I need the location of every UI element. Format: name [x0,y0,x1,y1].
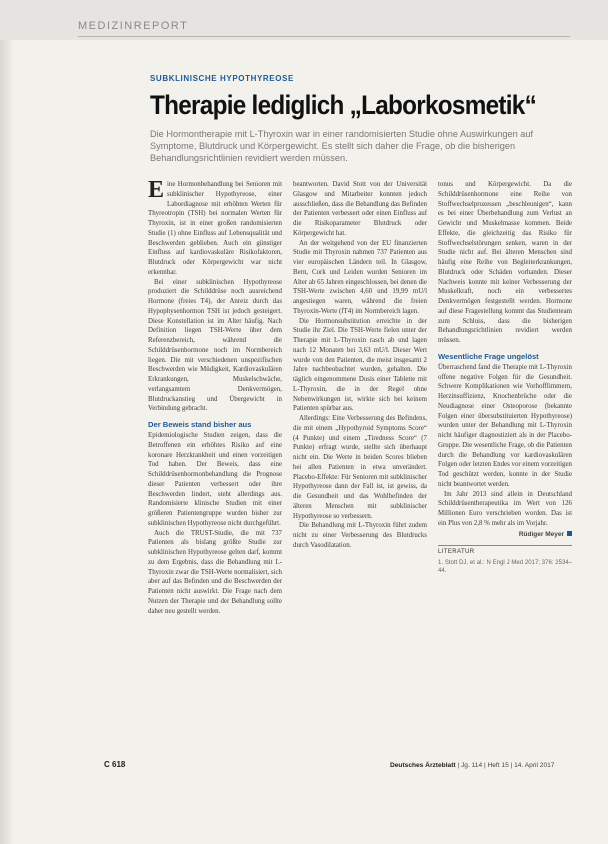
paragraph: beantworten. David Stott von der Universität Glasgow und Mitarbeiter konnten jedoch ausschließen, dass die Behandlung das Befinden der Patienten verbessert oder einen Einfluss auf die Risikoparameter Blutdruck oder Körpergewicht hat. [293,181,427,237]
column-2 [293,180,427,750]
paragraph: Auch die TRUST-Studie, die mit 737 Patienten als bislang größte Studie zur subklinischen Hypothyreose gelten darf, kommt zu dem Ergebnis, dass die Behandlung mit L-Thyroxin zwar die TSH-Werte normalisiert, sich aber auf das Befinden und die Beschwerden der Patienten nicht auswirkt. Die Frage nach dem Nutzen der Therapie und der Behandlung sollte daher neu gestellt werden. [148,529,282,615]
paragraph: Die Behandlung mit L-Thyroxin führt zudem nicht zu einer Verbesserung des Blutdrucks durch Vasodilatation. [293,522,427,549]
paragraph: tonus und Körpergewicht. Da die Schilddrüsenhormone eine Reihe von Stoffwechselprozessen „beschleunigen“, kann es bei einer Überbehandlung zum Verlust an Gewicht und Muskelmasse kommen. Beide Effekte, die gleichzeitig das Risiko für Stoffwechselstörungen senken, waren in der Studie nicht auf. Bei älteren Menschen sind häufig eine Reihe von Begleiterkrankungen, Blutdruck oder Schäden vorhanden. Dieser Nachweis konnte mit keiner Verbesserung der Muskelkraft, noch ein verbessertes Denkvermögen festgestellt werden. Hormone auf diese Fragestellung kommt das Studienteam zum Schluss, dass die bisherigen Behandlungsrichtlinien revidiert werden müssen. [438,181,572,344]
page-number: C 618 [104,760,126,769]
article-title: Therapie lediglich „Laborkosmetik“ [150,90,537,120]
article-body [148,180,572,750]
paragraph: Überraschend fand die Therapie mit L-Thyroxin offene negative Folgen für die Gesundheit. Schwere Komplikationen wie Vorhofflimmern, Herzinsuffizienz, Knochenbrüche oder die Neudiagnose einer Osteoporose (bekannte Folgen einer übersubstituierten Hypothyreose) wurden unter der Behandlung mit L-Thyroxin nicht häufiger diagnostiziert als in der Placebo-Gruppe. Die wesentliche Frage, ob die Patienten durch die Behandlung vor kardiovaskulären Folgen oder letzten Endes vor einem vorzeitigen Tod geschützt werden, konnte in der Studie nicht beantwortet werden. [438,363,572,488]
scan-edge-shadow [0,0,14,844]
literature-heading: LITERATUR [438,549,475,556]
paragraph: An der weitgehend von der EU finanzierten Studie mit Thyroxin nahmen 737 Patienten aus vier europäischen Ländern teil. In Glasgow, Bern, Cork und Leiden wurden Senioren im Alter ab 65 Jahren eingeschlossen, bei denen die TSH-Werte zwischen 4,60 und 19,99 mU/l angestiegen waren, während die freien Thyroxin-Werte (fT4) im Normbereich lagen. [293,239,427,315]
journal-name: Deutsches Ärzteblatt [390,762,456,769]
paragraph: Die Hormonsubstitution erreichte in der Studie ihr Ziel. Die TSH-Werte fielen unter der Therapie mit L-Thyroxin rasch ab und lagen nach 12 Monaten bei 3,63 mU/l. Dieser Wert wurde von den Patienten, die meist insgesamt 2 Jahre nachbeobachtet wurden, gehalten. Die täglich eingenommene Dosis einer Tablette mit L-Thyroxin, die in der Regel ohne Nebenwirkungen ist, wirkte sich bei keinem Patienten spürbar aus. [293,317,427,413]
header-divider [78,36,570,37]
paragraph: Bei einer subklinischen Hypothyreose produziert die Schilddrüse noch ausreichend Hormone (freies T4), der Anreiz durch das Hypophysenhormon TSH ist jedoch gesteigert. Diese Konstellation ist im Alter häufig. Nach Definition liegen TSH-Werte über dem Referenzbereich, während die Schilddrüsenhormone noch im Normbereich liegen. Die mit verschiedenen unspezifischen Beschwerden wie Müdigkeit, Kardiovaskulären Erkrankungen, Muskelschwäche, verlangsamtem Denkvermögen, Blutdruckanstieg und Übergewicht in Verbindung gebracht. [148,278,282,413]
paragraph-text: ine Hormonbehandlung bei Senioren mit subklinischer Hypothyreose, einer Labordiagnose mit erhöhten Werten für Thyreotropin (TSH) bei normalen Werten für Thyroxin, ist in einer großen randomisierten Studie (1) ohne Einfluss auf Lebensqualität und Beschwerden geblieben. Auch ein günstiger Einfluss auf kardiovaskuläre Risikofaktoren, Blutdruck oder Körpergewicht war nicht erkennbar. [148,181,282,276]
journal-footer [390,762,554,769]
subheading: Der Beweis stand bisher aus [148,420,252,429]
paragraph: Allerdings: Eine Verbesserung des Befindens, die mit einem „Hypothyroid Symptoms Score“ (4 Punkte) und einem „Tiredness Score“ (7 Punkte) erfragt wurde, stellte sich überhaupt nicht ein. Die Werte in beiden Scores blieben bei allen Patienten in etwa unverändert. Placebo-Effekte: Für Senioren mit subklinischer Hypothyreose dann der Fall ist, ist gewiss, da die Gesundheit und das Wohlbefinden der älteren Menschen mit subklinischer Hypothyreose so verbessern. [293,415,427,520]
paragraph [148,180,282,278]
drop-cap: E [148,180,165,203]
author-name: Rüdiger Meyer [518,530,564,538]
literature-divider [438,545,572,546]
article-kicker: SUBKLINISCHE HYPOTHYREOSE [150,74,294,83]
column-1 [148,180,282,750]
literature-item: 1. Stott DJ, et al.: N Engl J Med 2017; 376: 2534–44. [438,560,572,574]
author-signature [438,530,572,540]
subheading: Wesentliche Frage ungelöst [438,351,539,361]
paragraph: Epidemiologische Studien zeigen, dass die Betroffenen ein erhöhtes Risiko auf eine koronare Herzkrankheit und einen vorzeitigen Tod haben. Der Beweis, dass eine Schilddrüsenhormonbehandlung die Prognose dieser Patienten verbessert oder ihre Beschwerden lindert, steht allerdings aus. Randomisierte klinische Studien mit einer größeren Patientengruppe wurden bisher zur subklinischen Hypothyreose nicht durchgeführt. [148,432,282,527]
end-mark-icon [567,531,572,536]
section-label: MEDIZINREPORT [78,20,189,32]
column-3 [438,180,572,750]
journal-issue: | Jg. 114 | Heft 15 | 14. April 2017 [457,762,555,769]
article-lead: Die Hormontherapie mit L-Thyroxin war in einer randomisierten Studie ohne Auswirkungen auf Symptome, Blutdruck und Körpergewicht. Es stellt sich daher die Frage, ob die bisherigen Behandlungsrichtlinien revidiert werden müssen. [150,129,534,163]
paragraph: Im Jahr 2013 sind allein in Deutschland Schilddrüsentherapeutika im Wert von 126 Millionen Euro verschrieben worden. Das ist ein Plus von 2,8 % mehr als im Vorjahr. [438,490,572,527]
